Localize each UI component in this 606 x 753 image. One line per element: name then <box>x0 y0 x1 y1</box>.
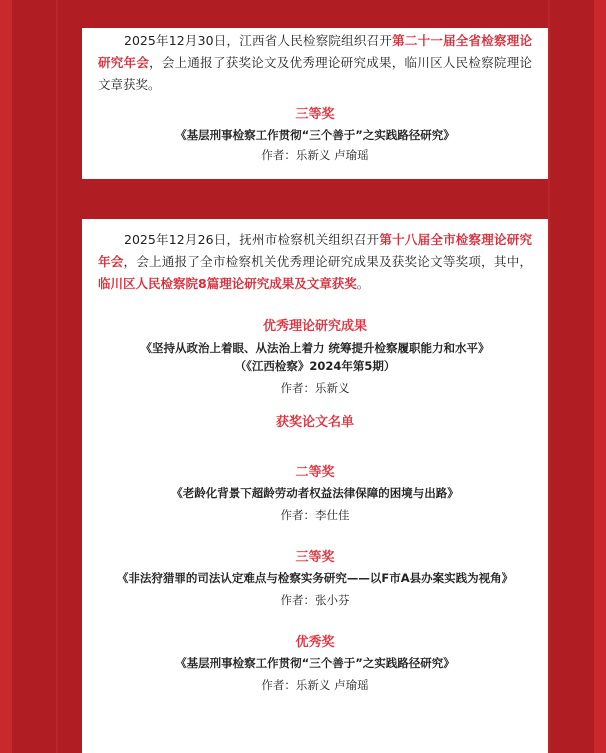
paragraph-text: ，会上通报了获奖论文及优秀理论研究成果，临川区人民检察院理论文章获奖。 <box>98 55 532 92</box>
paragraph-highlight: 第十八届全市检察理论研究年会 <box>98 232 532 269</box>
paper-author: 作者：李仕佳 <box>280 508 350 522</box>
paper-title: 《非法狩猎罪的司法认定难点与检察实务研究——以F市A县办案实践为视角》 <box>116 571 514 585</box>
paper-title: 《基层刑事检察工作贯彻“三个善于”之实践路径研究》 <box>175 656 455 670</box>
paper-title-source: （《江西检察》2024年第5期） <box>234 359 396 373</box>
paragraph-text: 2025年12月30日，江西省人民检察院组织召开 <box>124 33 393 48</box>
paragraph-text: ，会上通报了全市检察机关优秀理论研究成果及获奖论文等奖项，其中， <box>123 254 532 269</box>
paper-author: 作者：乐新义 卢瑜瑶 <box>261 678 369 692</box>
paper-title: 《老龄化背景下超龄劳动者权益法律保障的困境与出路》 <box>171 486 459 500</box>
paper-author: 作者：乐新义 <box>280 381 350 395</box>
provincial-paragraph <box>98 30 532 96</box>
news-card-municipal <box>82 219 548 753</box>
paragraph-highlight: 第二十一届全省检察理论研究年会 <box>98 33 532 70</box>
paper-title: 《基层刑事检察工作贯彻“三个善于”之实践路径研究》 <box>175 128 455 142</box>
award-level: 三等奖 <box>295 107 335 122</box>
paragraph-highlight: 临川区人民检察院8篇理论研究成果及文章获奖 <box>98 276 357 291</box>
municipal-paragraph <box>98 229 532 295</box>
section-heading-excellent: 优秀理论研究成果 <box>262 319 367 334</box>
award-level: 三等奖 <box>295 550 335 565</box>
section-heading-award-list: 获奖论文名单 <box>275 415 354 430</box>
paper-title: 《坚持从政治上着眼、从法治上着力 统筹提升检察履职能力和水平》 <box>140 341 490 355</box>
news-card-provincial <box>82 28 548 179</box>
paper-author: 作者：乐新义 卢瑜瑶 <box>261 148 369 162</box>
paragraph-text: 2025年12月26日，抚州市检察机关组织召开 <box>124 232 380 247</box>
award-level: 二等奖 <box>295 465 335 480</box>
paper-author: 作者：张小芬 <box>280 593 350 607</box>
paragraph-text: 。 <box>356 276 370 291</box>
award-level: 优秀奖 <box>295 635 335 650</box>
